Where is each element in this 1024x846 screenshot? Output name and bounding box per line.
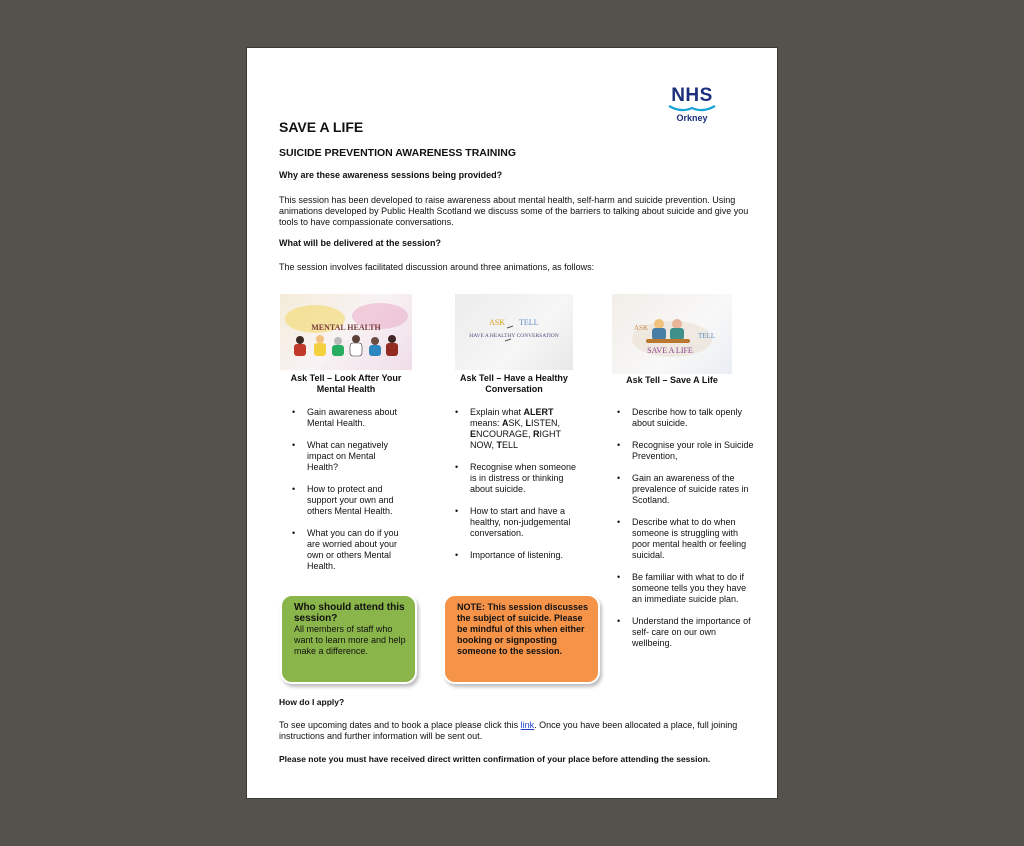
apply-text-before: To see upcoming dates and to book a place please click this <box>279 720 521 730</box>
list-item: • How to protect and support your own and others Mental Health. <box>289 484 409 517</box>
apply-heading: How do I apply? <box>279 697 345 707</box>
healthy-conversation-bullet-list <box>452 407 582 572</box>
list-item: • Be familiar with what to do if someone tells you they have an immediate suicide plan. <box>614 572 754 605</box>
attend-text: All members of staff who want to learn more and help make a difference. <box>294 624 406 656</box>
question-what: What will be delivered at the session? <box>279 238 442 248</box>
logo-region-text: Orkney <box>676 113 708 123</box>
image2-ask-text: ASK <box>489 318 506 327</box>
animation-caption-2: Ask Tell – Have a Healthy Conversation <box>460 373 568 394</box>
intro-paragraph: This session has been developed to raise awareness about mental health, self-harm and suicide prevention. Using animations developed by Public Health Scotland we discuss some of the barriers to talking about suicide and give you tools to have compassionate conversations. <box>279 195 749 227</box>
image3-tell-text: TELL <box>698 332 716 340</box>
list-item: • What you can do if you are worried about your own or others Mental Health. <box>289 528 409 572</box>
list-item-alert: • Explain what ALERT means: ASK, LISTEN, ENCOURAGE, RIGHT NOW, TELL <box>452 407 582 451</box>
logo-nhs-text: NHS <box>671 85 713 106</box>
list-item: • Recognise when someone is in distress or thinking about suicide. <box>452 462 582 495</box>
logo-wave-icon <box>667 105 717 113</box>
attend-heading: Who should attend this session? <box>294 602 405 624</box>
save-a-life-bullet-list <box>614 407 754 660</box>
list-item: • Gain an awareness of the prevalence of suicide rates in Scotland. <box>614 473 754 506</box>
save-a-life-animation-image <box>612 294 732 374</box>
page-subtitle: SUICIDE PREVENTION AWARENESS TRAINING <box>279 147 517 159</box>
image3-ask-text: ASK <box>634 324 649 332</box>
image3-line-text: SAVE A LIFE <box>647 346 693 355</box>
mental-health-animation-image <box>280 294 412 370</box>
list-item: • What can negatively impact on Mental Health? <box>289 440 409 473</box>
list-item: • Describe what to do when someone is struggling with poor mental health or feeling suicidal. <box>614 517 754 561</box>
booking-link[interactable]: link <box>520 720 535 730</box>
healthy-conversation-animation-image <box>455 294 573 370</box>
apply-paragraph <box>279 720 769 742</box>
nhs-orkney-logo <box>665 86 719 126</box>
animations-intro: The session involves facilitated discussion around three animations, as follows: <box>279 262 595 272</box>
list-item: • Importance of listening. <box>452 550 582 561</box>
apply-text-after: . Once you have been allocated a place, full joining instructions and further information will be sent out. <box>279 720 738 741</box>
note-text: NOTE: This session discusses the subject of suicide. Please be mindful of this when either booking or signposting someone to the session. <box>457 602 589 656</box>
who-should-attend-box <box>280 594 417 684</box>
mental-health-bullet-list <box>289 407 409 583</box>
list-item: • Recognise your role in Suicide Prevention, <box>614 440 754 462</box>
page-title: SAVE A LIFE <box>279 119 364 135</box>
image1-text: MENTAL HEALTH <box>311 323 381 332</box>
list-item: • Describe how to talk openly about suicide. <box>614 407 754 429</box>
image2-line-text: HAVE A HEALTHY CONVERSATION <box>469 333 559 339</box>
list-item: • How to start and have a healthy, non-judgemental conversation. <box>452 506 582 539</box>
list-item: • Understand the importance of self- care on our own wellbeing. <box>614 616 754 649</box>
question-why: Why are these awareness sessions being provided? <box>279 170 503 180</box>
animation-caption-1: Ask Tell – Look After Your Mental Health <box>290 373 402 394</box>
note-box <box>443 594 600 684</box>
image2-tell-text: TELL <box>519 318 539 327</box>
list-item: • Gain awareness about Mental Health. <box>289 407 409 429</box>
document-page <box>247 48 777 798</box>
confirmation-note: Please note you must have received direct written confirmation of your place before attending the session. <box>279 754 711 764</box>
animation-caption-3: Ask Tell – Save A Life <box>626 375 718 385</box>
